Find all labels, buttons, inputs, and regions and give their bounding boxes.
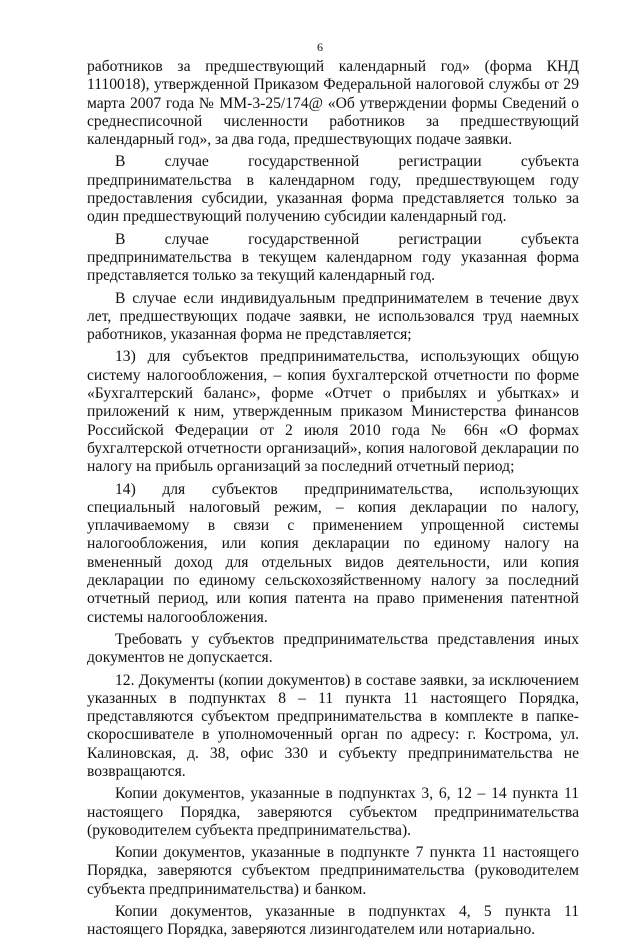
paragraph: В случае государственной регистрации субъекта предпринимательства в текущем календарном году указанная форма представляется только за текущий календарный год. [87, 230, 579, 285]
paragraph: Копии документов, указанные в подпунктах 3, 6, 12 – 14 пункта 11 настоящего Порядка, заверяются субъектом предпринимательства (руководителем субъекта предпринимательства). [87, 785, 579, 839]
paragraph: В случае если индивидуальным предпринимателем в течение двух лет, предшествующих подаче заявки, не использовался труд наемных работников, указанная форма не представляется; [87, 289, 579, 344]
paragraph: 13) для субъектов предпринимательства, использующих общую систему налогообложения, – копия бухгалтерской отчетности по форме «Бухгалтерский баланс», форме «Отчет о прибылях и убытках» и приложений к ним, утвержденным приказом Министерства финансов Российской Федерации от 2 июля 2010 года № 66н «О формах бухгалтерской отчетности организаций», копия налоговой декларации по налогу на прибыль организаций за последний отчетный период; [87, 348, 579, 476]
paragraph: 12. Документы (копии документов) в составе заявки, за исключением указанных в подпунктах 8 – 11 пункта 11 настоящего Порядка, представляются субъектом предпринимательства в комплекте в папке-скоросшивателе в уполномоченный орган по адресу: г. Кострома, ул. Калиновская, д. 38, офис 330 и субъекту предпринимательства не возвращаются. [87, 671, 579, 780]
paragraph: Копии документов, указанные в подпунктах 4, 5 пункта 11 настоящего Порядка, заверяются лизингодателем или нотариально. [87, 903, 579, 939]
paragraph: Копии документов, указанные в подпункте 7 пункта 11 настоящего Порядка, заверяются субъектом предпринимательства (руководителем субъекта предпринимательства) и банком. [87, 844, 579, 898]
document-body [87, 58, 579, 944]
paragraph: Требовать у субъектов предпринимательства представления иных документов не допускается. [87, 630, 579, 667]
paragraph: В случае государственной регистрации субъекта предпринимательства в календарном году, предшествующем году предоставления субсидии, указанная форма представляется только за один предшествующий получению субсидии календарный год. [87, 153, 579, 226]
page-number: 6 [317, 40, 323, 54]
paragraph: работников за предшествующий календарный год» (форма КНД 1110018), утвержденной Приказом Федеральной налоговой службы от 29 марта 2007 года № ММ-3-25/174@ «Об утверждении формы Сведений о среднесписочной численности работников за предшествующий календарный год», за два года, предшествующих подаче заявки. [87, 58, 579, 149]
paragraph: 14) для субъектов предпринимательства, использующих специальный налоговый режим, – копия декларации по налогу, уплачиваемому в связи с применением упрощенной системы налогообложения, или копия декларации по единому налогу на вмененный доход для отдельных видов деятельности, или копия декларации по единому сельскохозяйственному налогу за последний отчетный период, или копия патента на право применения патентной системы налогообложения. [87, 480, 579, 626]
